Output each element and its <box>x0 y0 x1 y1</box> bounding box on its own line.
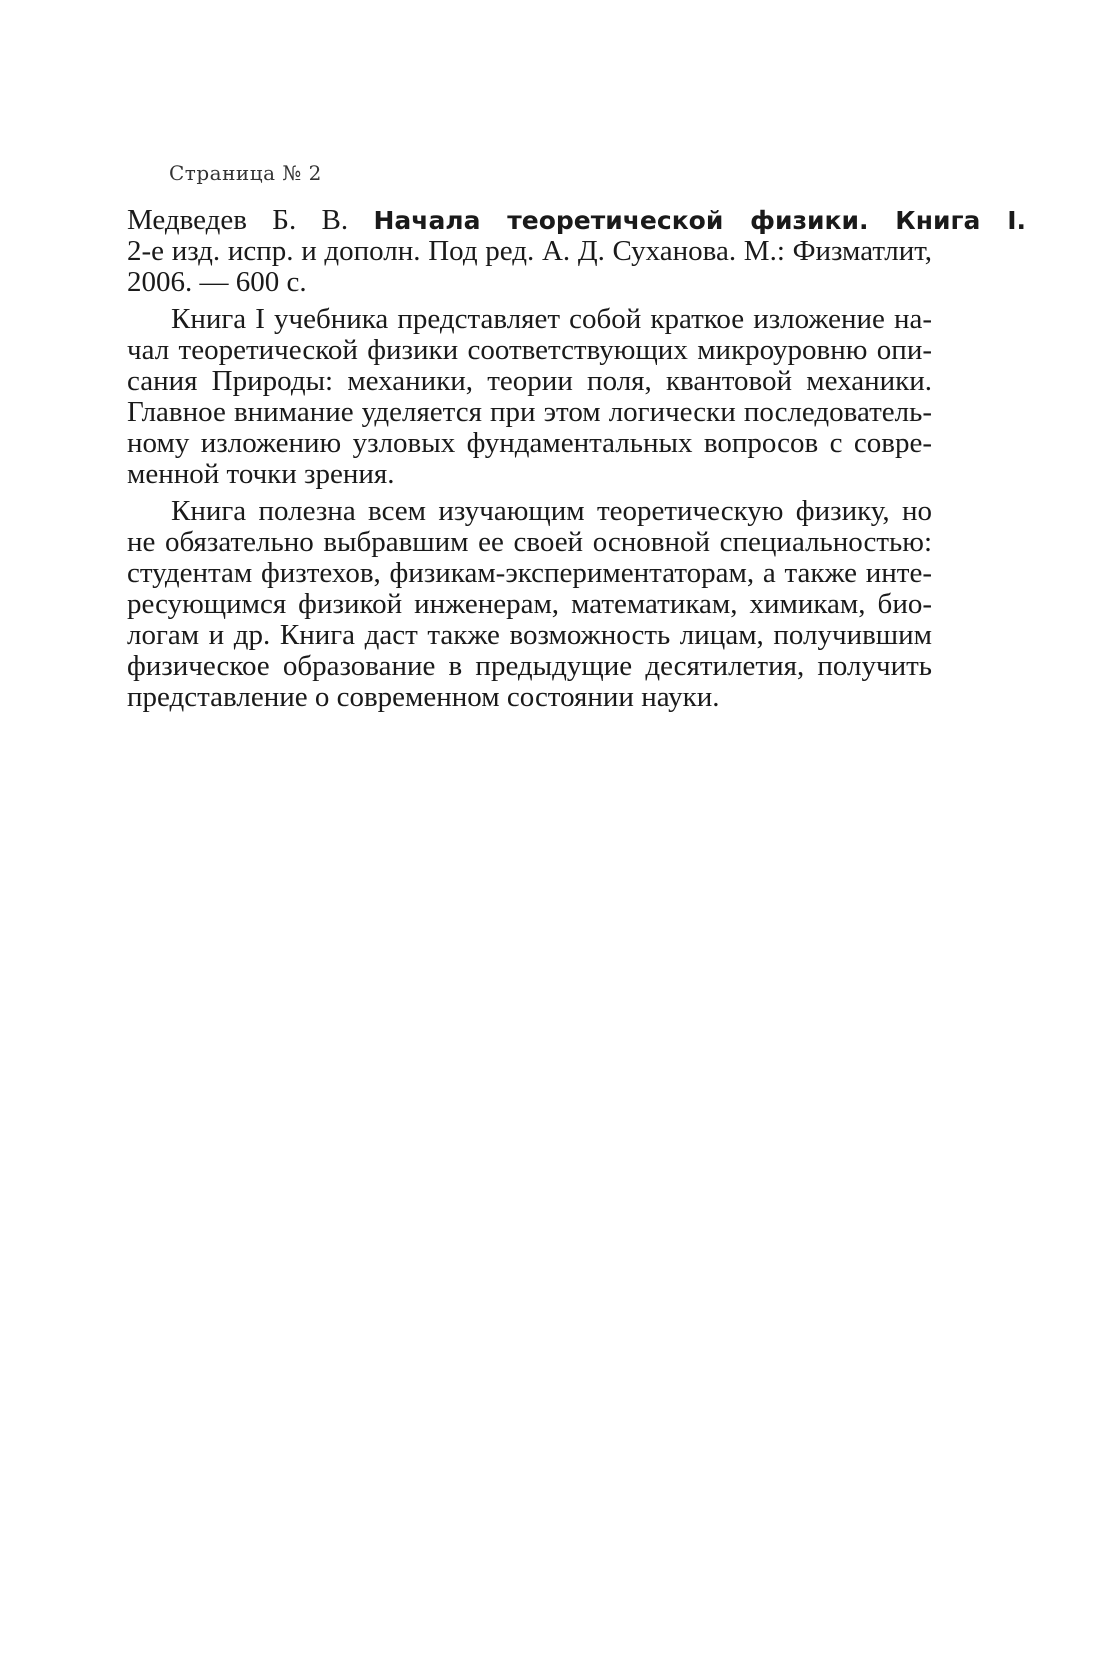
paragraph-1-line: чал теоретической физики соответствующих микроуровню опи- <box>127 334 932 366</box>
paragraph-2-line: логам и др. Книга даст также возможность лицам, получившим <box>127 619 932 651</box>
paragraph-2-line: Книга полезна всем изучающим теоретическую физику, но <box>171 495 932 527</box>
citation-title: Начала теоретической физики. Книга I. <box>373 206 1027 235</box>
page-number-label: Страница № 2 <box>169 161 322 185</box>
citation-line-3: 2006. — 600 с. <box>127 266 307 298</box>
citation-author: Медведев Б. В. <box>127 204 349 236</box>
paragraph-1-line: Книга I учебника представляет собой краткое изложение на- <box>171 303 932 335</box>
paragraph-1-line: менной точки зрения. <box>127 458 395 490</box>
paragraph-2-line: студентам физтехов, физикам-экспериментаторам, а также инте- <box>127 557 932 589</box>
paragraph-2-line: не обязательно выбравшим ее своей основной специальностью: <box>127 526 932 558</box>
paragraph-2-line: физическое образование в предыдущие десятилетия, получить <box>127 650 932 682</box>
paragraph-2-line: представление о современном состоянии науки. <box>127 681 720 713</box>
paragraph-1-line: ному изложению узловых фундаментальных вопросов с совре- <box>127 427 932 459</box>
paragraph-1-line: сания Природы: механики, теории поля, квантовой механики. <box>127 365 932 397</box>
paragraph-2-line: ресующимся физикой инженерам, математикам, химикам, био- <box>127 588 932 620</box>
citation-line-2: 2-е изд. испр. и дополн. Под ред. А. Д. Суханова. М.: Физматлит, <box>127 235 932 267</box>
paragraph-1-line: Главное внимание уделяется при этом логически последователь- <box>127 396 932 428</box>
citation-line-1 <box>127 204 1027 236</box>
book-description <box>127 204 1027 713</box>
